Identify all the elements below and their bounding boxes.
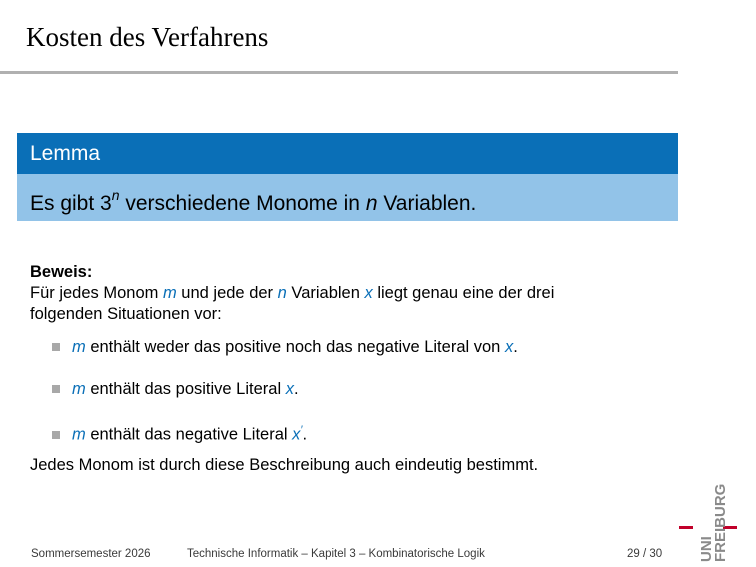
uni-freiburg-logo: [677, 480, 739, 564]
lemma-var: n: [365, 192, 378, 215]
logo-text-uni: UNI: [698, 536, 715, 562]
proof-text: und jede der: [176, 284, 278, 302]
proof-var-m: m: [162, 284, 177, 302]
footer-page-number: 29 / 30: [627, 548, 663, 560]
bullet-literal: x: [504, 338, 514, 356]
bullet-text: enthält weder das positive noch das negative Literal von: [85, 338, 505, 356]
lemma-statement: [17, 174, 678, 221]
proof-text: liegt genau eine der drei: [372, 284, 555, 302]
bullet-text: enthält das positive Literal: [85, 380, 286, 398]
bullet-square-icon: [52, 385, 60, 393]
proof-var-x: x: [364, 284, 373, 302]
bullet-end: .: [513, 338, 518, 356]
proof-label: Beweis:: [30, 263, 93, 281]
logo-accent-left: [679, 526, 693, 529]
lemma-text-pre: Es gibt 3: [30, 192, 112, 215]
proof-line-1: [30, 283, 670, 304]
proof-block: [30, 262, 670, 325]
footer-course: Technische Informatik – Kapitel 3 – Kombinatorische Logik: [187, 548, 485, 560]
bullet-literal: x: [285, 380, 294, 398]
title-divider: [0, 71, 678, 74]
bullet-var: m: [72, 425, 86, 444]
proof-text: Für jedes Monom: [30, 284, 163, 302]
list-item: [52, 338, 518, 357]
bullet-end: .: [293, 380, 299, 398]
bullet-text: enthält das negative Literal: [85, 425, 293, 444]
list-item: [52, 380, 299, 399]
bullet-end: .: [302, 425, 308, 444]
slide-title: Kosten des Verfahrens: [26, 22, 269, 52]
proof-conclusion: Jedes Monom ist durch diese Beschreibung auch eindeutig bestimmt.: [30, 456, 539, 474]
proof-text: Variablen: [286, 284, 365, 302]
lemma-text-mid: verschiedene Monome in: [119, 192, 366, 215]
lemma-text-post: Variablen.: [377, 192, 477, 215]
lemma-block: [17, 133, 678, 221]
bullet-var: m: [72, 338, 86, 356]
lemma-exponent: n: [111, 187, 120, 203]
lemma-heading: Lemma: [17, 133, 678, 174]
footer-semester: Sommersemester 2026: [31, 548, 151, 560]
bullet-var: m: [72, 380, 86, 398]
list-item: [52, 424, 307, 445]
bullet-square-icon: [52, 343, 60, 351]
proof-var-n: n: [277, 284, 287, 302]
bullet-square-icon: [52, 431, 60, 439]
bullet-literal: x: [292, 425, 301, 444]
logo-text-freiburg: FREIBURG: [712, 483, 729, 562]
proof-line-2: folgenden Situationen vor:: [30, 305, 222, 323]
bullet-prime: ′: [300, 424, 303, 436]
